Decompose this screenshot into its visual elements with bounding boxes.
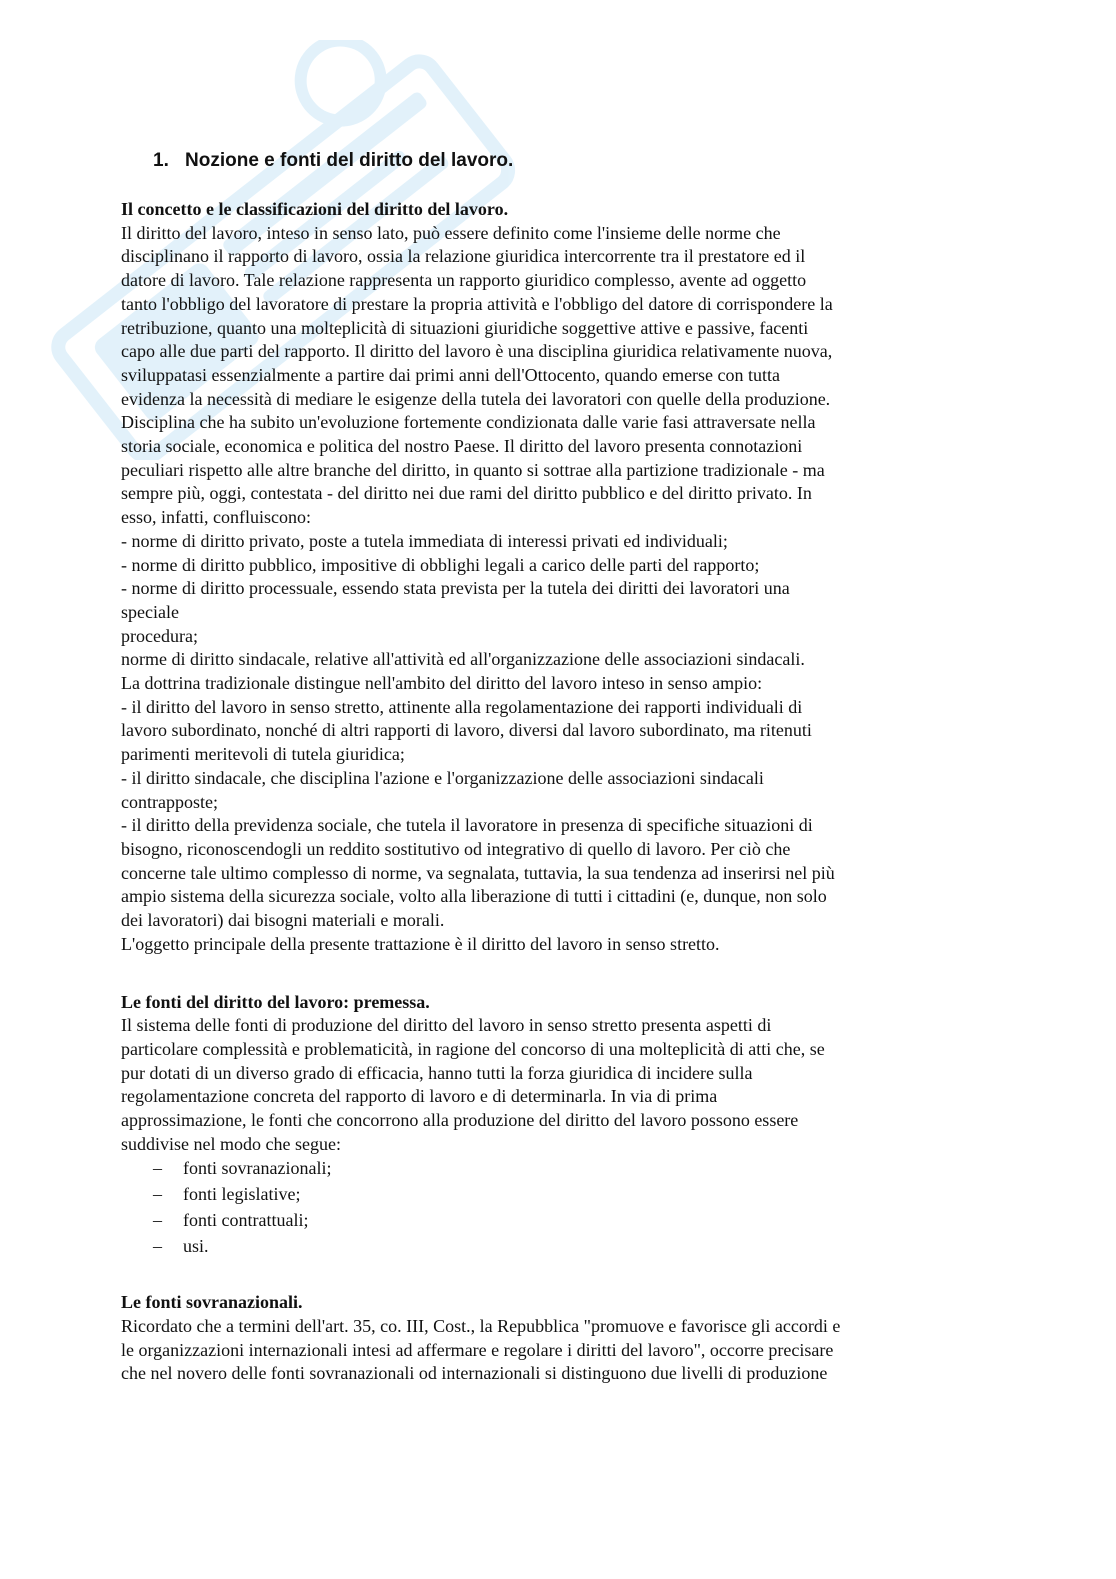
text-line: particolare complessità e problematicità, in ragione del concorso di una molteplicità di atti che, se: [121, 1038, 825, 1059]
text-line: evidenza la necessità di mediare le esigenze della tutela dei lavoratori con quelle della produzione.: [121, 388, 831, 409]
text-line: dei lavoratori) dai bisogni materiali e morali.: [121, 910, 445, 931]
chapter-number: 1.: [153, 150, 169, 171]
text-line: peculiari rispetto alle altre branche del diritto, in quanto si sottrae alla partizione tradizionale - ma: [121, 459, 825, 480]
text-line: bisogno, riconoscendogli un reddito sostitutivo od integrativo di quello di lavoro. Per ciò che: [121, 838, 791, 859]
text-line: - il diritto del lavoro in senso stretto, attinente alla regolamentazione dei rapporti individuali di: [121, 696, 803, 717]
section-fonti-sovranazionali: [121, 1291, 961, 1386]
list-item-text: usi.: [183, 1235, 209, 1256]
text-line: - norme di diritto privato, poste a tutela immediata di interessi privati ed individuali;: [121, 530, 728, 551]
text-line: - norme di diritto pubblico, impositive di obblighi legali a carico delle parti del rapporto;: [121, 554, 760, 575]
section-body: [121, 1315, 961, 1386]
text-line: disciplinano il rapporto di lavoro, ossia la relazione giuridica intercorrente tra il prestatore ed il: [121, 246, 806, 267]
list-item: [121, 1234, 961, 1260]
text-line: regolamentazione concreta del rapporto di lavoro e di determinarla. In via di prima: [121, 1086, 718, 1107]
list-item-text: fonti contrattuali;: [183, 1209, 309, 1230]
section-fonti-premessa: [121, 991, 961, 1260]
list-item-text: fonti sovranazionali;: [183, 1158, 332, 1179]
text-line: lavoro subordinato, nonché di altri rapporti di lavoro, diversi dal lavoro subordinato, ma ritenuti: [121, 720, 812, 741]
text-line: suddivise nel modo che segue:: [121, 1133, 341, 1154]
text-line: Ricordato che a termini dell'art. 35, co. III, Cost., la Repubblica "promuove e favorisce gli accordi e: [121, 1315, 841, 1336]
section-concetto: [121, 198, 961, 957]
section-body: [121, 222, 961, 957]
text-line: che nel novero delle fonti sovranazionali od internazionali si distinguono due livelli di produzione: [121, 1363, 828, 1384]
text-line: ampio sistema della sicurezza sociale, volto alla liberazione di tutti i cittadini (e, dunque, non solo: [121, 886, 827, 907]
text-line: speciale: [121, 601, 179, 622]
text-line: Disciplina che ha subito un'evoluzione fortemente condizionata dalle varie fasi attraversate nella: [121, 412, 816, 433]
bullet-dash: –: [153, 1235, 162, 1256]
section-body: [121, 1014, 961, 1156]
list-item: [121, 1208, 961, 1234]
text-line: norme di diritto sindacale, relative all'attività ed all'organizzazione delle associazioni sindacali.: [121, 649, 805, 670]
text-line: datore di lavoro. Tale relazione rappresenta un rapporto giuridico complesso, avente ad oggetto: [121, 270, 807, 291]
text-line: Il sistema delle fonti di produzione del diritto del lavoro in senso stretto presenta aspetti di: [121, 1015, 772, 1036]
chapter-title: [153, 148, 961, 174]
list-item: [121, 1182, 961, 1208]
text-line: Il diritto del lavoro, inteso in senso lato, può essere definito come l'insieme delle norme che: [121, 222, 781, 243]
text-line: retribuzione, quanto una molteplicità di situazioni giuridiche soggettive attive e passive, facenti: [121, 317, 809, 338]
text-line: sviluppatasi essenzialmente a partire dai primi anni dell'Ottocento, quando emerse con tutta: [121, 364, 781, 385]
section-heading: Le fonti sovranazionali.: [121, 1292, 303, 1313]
text-line: le organizzazioni internazionali intesi ad affermare e regolare i diritti del lavoro", occorre precisare: [121, 1339, 834, 1360]
text-line: - il diritto sindacale, che disciplina l'azione e l'organizzazione delle associazioni sindacali: [121, 767, 764, 788]
text-line: - norme di diritto processuale, essendo stata prevista per la tutela dei diritti dei lavoratori una: [121, 578, 790, 599]
bullet-dash: –: [153, 1184, 162, 1205]
list-item: [121, 1156, 961, 1182]
text-line: La dottrina tradizionale distingue nell'ambito del diritto del lavoro inteso in senso ampio:: [121, 673, 763, 694]
text-line: tanto l'obbligo del lavoratore di prestare la propria attività e l'obbligo del datore di corrispondere la: [121, 293, 833, 314]
sources-list: [121, 1156, 961, 1259]
text-line: - il diritto della previdenza sociale, che tutela il lavoratore in presenza di specifiche situazioni di: [121, 815, 813, 836]
text-line: approssimazione, le fonti che concorrono alla produzione del diritto del lavoro possono essere: [121, 1110, 799, 1131]
section-heading: Le fonti del diritto del lavoro: premessa.: [121, 991, 430, 1012]
text-line: procedura;: [121, 625, 198, 646]
text-line: parimenti meritevoli di tutela giuridica;: [121, 744, 405, 765]
text-line: esso, infatti, confluiscono:: [121, 507, 311, 528]
text-line: storia sociale, economica e politica del nostro Paese. Il diritto del lavoro presenta connotazioni: [121, 436, 803, 457]
document-page: [121, 148, 961, 1386]
chapter-title-text: Nozione e fonti del diritto del lavoro.: [185, 150, 514, 171]
section-heading: Il concetto e le classificazioni del diritto del lavoro.: [121, 199, 509, 219]
text-line: L'oggetto principale della presente trattazione è il diritto del lavoro in senso stretto.: [121, 933, 720, 954]
text-line: contrapposte;: [121, 791, 218, 812]
text-line: concerne tale ultimo complesso di norme, va segnalata, tuttavia, la sua tendenza ad inserirsi nel più: [121, 862, 835, 883]
text-line: sempre più, oggi, contestata - del diritto nei due rami del diritto pubblico e del diritto privato. In: [121, 483, 812, 504]
text-line: capo alle due parti del rapporto. Il diritto del lavoro è una disciplina giuridica relativamente nuova,: [121, 341, 833, 362]
bullet-dash: –: [153, 1209, 162, 1230]
bullet-dash: –: [153, 1158, 162, 1179]
text-line: pur dotati di un diverso grado di efficacia, hanno tutti la forza giuridica di incidere sulla: [121, 1062, 753, 1083]
list-item-text: fonti legislative;: [183, 1184, 301, 1205]
